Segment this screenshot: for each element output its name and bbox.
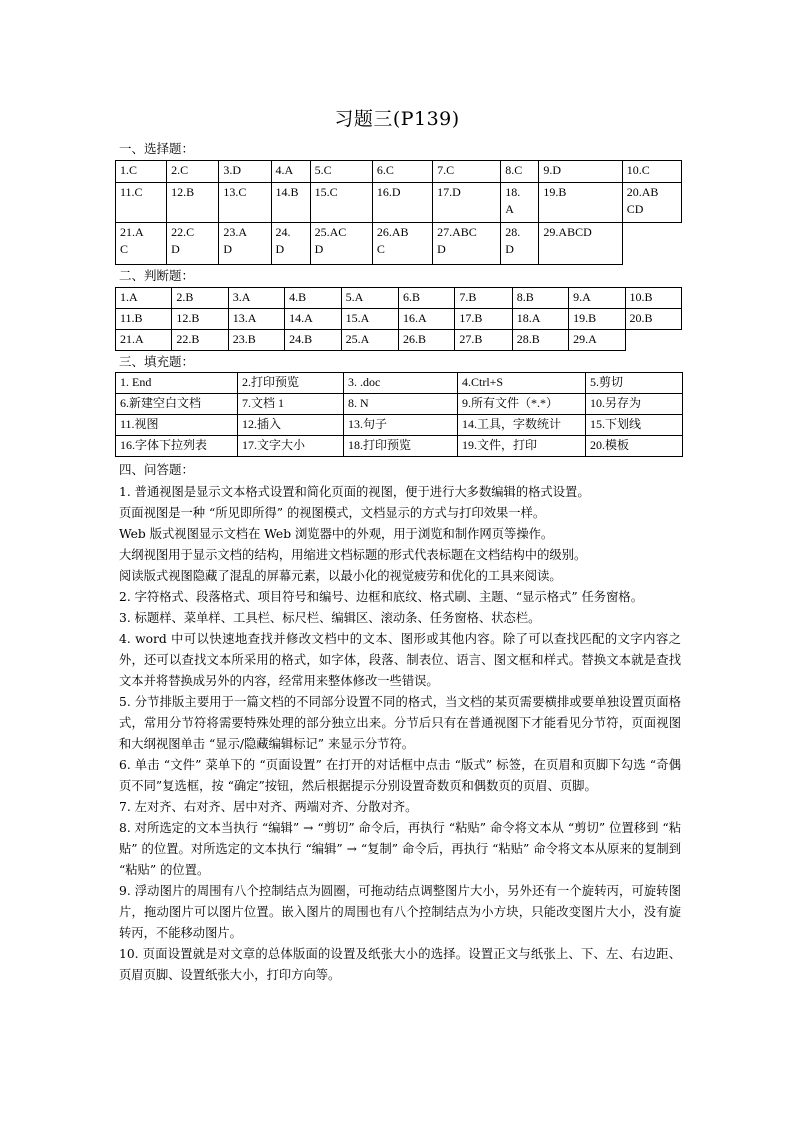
table-cell: 9.所有文件（*.*） <box>458 394 586 415</box>
table-row <box>116 288 682 309</box>
table-cell: 1. End <box>116 373 238 394</box>
qa-paragraph: 3. 标题样、菜单样、工具栏、标尺栏、编辑区、滚动条、任务窗格、状态栏。 <box>119 611 541 625</box>
table-cell: 8.C <box>501 161 539 183</box>
table-cell: 13.C <box>219 183 271 223</box>
table-cell: 23.A D <box>219 223 271 265</box>
table-cell: 20.AB CD <box>622 183 681 223</box>
table-cell: 14.工具，字数统计 <box>458 415 586 436</box>
qa-paragraph: 8. 对所选定的文本当执行 “编辑” → “剪切” 命令后，再执行 “粘贴” 命令将文本从 “剪切” 位置移到 “粘贴” 的位置。对所选定的文本执行 “编辑” → “复制” 命令后，再执行 “粘贴” 命令将文本从原来的复制到 “粘贴” 的位置。 <box>119 821 681 877</box>
judge-answer-table <box>115 287 682 351</box>
table-cell: 24. D <box>271 223 310 265</box>
table-cell: 14.B <box>271 183 310 223</box>
table-cell: 10.C <box>622 161 681 183</box>
table-cell: 4.A <box>271 161 310 183</box>
table-cell: 16.A <box>398 309 454 330</box>
table-cell: 15.C <box>310 183 372 223</box>
section-heading-judge: 二、判断题： <box>119 268 195 283</box>
table-cell: 29.A <box>569 330 625 351</box>
table-cell: 5.C <box>310 161 372 183</box>
table-cell <box>625 330 681 351</box>
table-row <box>116 223 682 265</box>
table-cell: 16.D <box>372 183 432 223</box>
table-cell: 13.句子 <box>344 415 458 436</box>
table-cell: 14.A <box>285 309 341 330</box>
table-cell: 26.AB C <box>372 223 432 265</box>
page-title: 习题三(P139) <box>334 108 460 130</box>
table-cell: 1.A <box>116 288 172 309</box>
table-row <box>116 309 682 330</box>
table-cell: 22.B <box>172 330 228 351</box>
table-cell: 7.文档 1 <box>238 394 344 415</box>
table-cell: 10.B <box>625 288 681 309</box>
table-row <box>116 415 683 436</box>
table-cell: 10.另存为 <box>586 394 683 415</box>
table-cell: 11.视图 <box>116 415 238 436</box>
table-cell: 21.A <box>116 330 172 351</box>
table-cell: 18.A <box>512 309 568 330</box>
table-cell: 9.D <box>539 161 622 183</box>
qa-paragraph: 1. 普通视图是显示文本格式设置和简化页面的视图，便于进行大多数编辑的格式设置。 <box>119 485 590 499</box>
table-cell: 2.C <box>167 161 219 183</box>
table-cell: 16.字体下拉列表 <box>116 436 238 457</box>
table-cell: 22.C D <box>167 223 219 265</box>
table-row <box>116 183 682 223</box>
qa-paragraph: 2. 字符格式、段落格式、项目符号和编号、边框和底纹、格式刷、主题、“显示格式” 任务窗格。 <box>119 590 644 604</box>
table-cell: 27.ABC D <box>433 223 501 265</box>
qa-paragraph: 7. 左对齐、右对齐、居中对齐、两端对齐、分散对齐。 <box>119 800 418 814</box>
table-cell: 17.文字大小 <box>238 436 344 457</box>
table-cell: 4.Ctrl+S <box>458 373 586 394</box>
table-cell: 18.打印预览 <box>344 436 458 457</box>
table-cell: 8.B <box>512 288 568 309</box>
table-cell: 6.新建空白文档 <box>116 394 238 415</box>
qa-paragraph: 6. 单击 “文件” 菜单下的 “页面设置” 在打开的对话框中点击 “版式” 标签，在页眉和页脚下勾选 “奇偶页不同”复选框，按 “确定”按钮，然后根据提示分别设置奇数页和偶数页的页眉、页脚。 <box>119 758 681 793</box>
qa-paragraph: Web 版式视图显示文档在 Web 浏览器中的外观，用于浏览和制作网页等操作。 <box>119 527 554 541</box>
table-cell: 15.A <box>341 309 398 330</box>
table-cell: 20.B <box>625 309 681 330</box>
qa-paragraph: 5. 分节排版主要用于一篇文档的不同部分设置不同的格式，当文档的某页需要横排或要单独设置页面格式，常用分节符将需要特殊处理的部分独立出来。分节后只有在普通视图下才能看见分节符，页面视图和大纲视图单击 “显示/隐藏编辑标记” 来显示分节符。 <box>119 695 681 751</box>
table-cell: 19.B <box>569 309 625 330</box>
table-cell: 25.A <box>341 330 398 351</box>
table-cell: 11.B <box>116 309 172 330</box>
table-cell: 20.模板 <box>586 436 683 457</box>
table-row <box>116 394 683 415</box>
table-cell: 2.B <box>172 288 228 309</box>
table-cell: 2.打印预览 <box>238 373 344 394</box>
table-cell: 27.B <box>455 330 512 351</box>
table-cell: 17.B <box>455 309 512 330</box>
fill-answer-table <box>115 372 683 457</box>
qa-paragraph: 大纲视图用于显示文档的结构，用缩进文档标题的形式代表标题在文档结构中的级别。 <box>119 548 587 562</box>
table-cell: 28.B <box>512 330 568 351</box>
table-cell: 3.D <box>219 161 271 183</box>
qa-answers <box>119 482 681 986</box>
table-cell: 5.A <box>341 288 398 309</box>
table-cell: 7.C <box>433 161 501 183</box>
qa-paragraph: 阅读版式视图隐藏了混乱的屏幕元素，以最小化的视觉疲劳和优化的工具来阅读。 <box>119 569 562 583</box>
choice-answer-table <box>115 160 682 265</box>
table-cell: 12.B <box>172 309 228 330</box>
table-cell: 17.D <box>433 183 501 223</box>
table-cell: 29.ABCD <box>539 223 622 265</box>
table-cell: 28. D <box>501 223 539 265</box>
table-cell: 12.B <box>167 183 219 223</box>
table-cell <box>622 223 681 265</box>
table-cell: 11.C <box>116 183 167 223</box>
table-cell: 19.文件，打印 <box>458 436 586 457</box>
qa-paragraph: 4. word 中可以快速地查找并修改文档中的文本、图形或其他内容。除了可以查找匹配的文字内容之外，还可以查找文本所采用的格式，如字体，段落、制表位、语言、图文框和样式。替换文本就是查找文本并将替换成另外的内容，经常用来整体修改一些错误。 <box>119 632 681 688</box>
table-row <box>116 436 683 457</box>
table-cell: 26.B <box>398 330 454 351</box>
table-cell: 3. .doc <box>344 373 458 394</box>
qa-paragraph: 页面视图是一种 “所见即所得” 的视图模式，文档显示的方式与打印效果一样。 <box>119 506 546 520</box>
table-cell: 13.A <box>228 309 284 330</box>
qa-paragraph: 9. 浮动图片的周围有八个控制结点为圆圈，可拖动结点调整图片大小，另外还有一个旋转丙，可旋转图片，拖动图片可以图片位置。嵌入图片的周围也有八个控制结点为小方块，只能改变图片大小，没有旋转丙，不能移动图片。 <box>119 884 681 940</box>
table-cell: 7.B <box>455 288 512 309</box>
table-cell: 12.插入 <box>238 415 344 436</box>
table-cell: 6.C <box>372 161 432 183</box>
table-cell: 21.A C <box>116 223 167 265</box>
table-cell: 15.下划线 <box>586 415 683 436</box>
table-cell: 9.A <box>569 288 625 309</box>
table-cell: 6.B <box>398 288 454 309</box>
table-cell: 24.B <box>285 330 341 351</box>
table-row <box>116 373 683 394</box>
qa-paragraph: 10. 页面设置就是对文章的总体版面的设置及纸张大小的选择。设置正文与纸张上、下、左、右边距、页眉页脚、设置纸张大小，打印方向等。 <box>119 947 681 982</box>
table-cell: 23.B <box>228 330 284 351</box>
table-cell: 25.AC D <box>310 223 372 265</box>
table-cell: 4.B <box>285 288 341 309</box>
table-cell: 5.剪切 <box>586 373 683 394</box>
table-row <box>116 330 682 351</box>
section-heading-qa: 四、问答题： <box>119 462 195 477</box>
table-cell: 8. N <box>344 394 458 415</box>
table-cell: 18. A <box>501 183 539 223</box>
table-cell: 19.B <box>539 183 622 223</box>
table-cell: 3.A <box>228 288 284 309</box>
table-row <box>116 161 682 183</box>
section-heading-fill: 三、填充题： <box>119 354 195 369</box>
table-cell: 1.C <box>116 161 167 183</box>
section-heading-choice: 一、选择题： <box>119 141 195 156</box>
